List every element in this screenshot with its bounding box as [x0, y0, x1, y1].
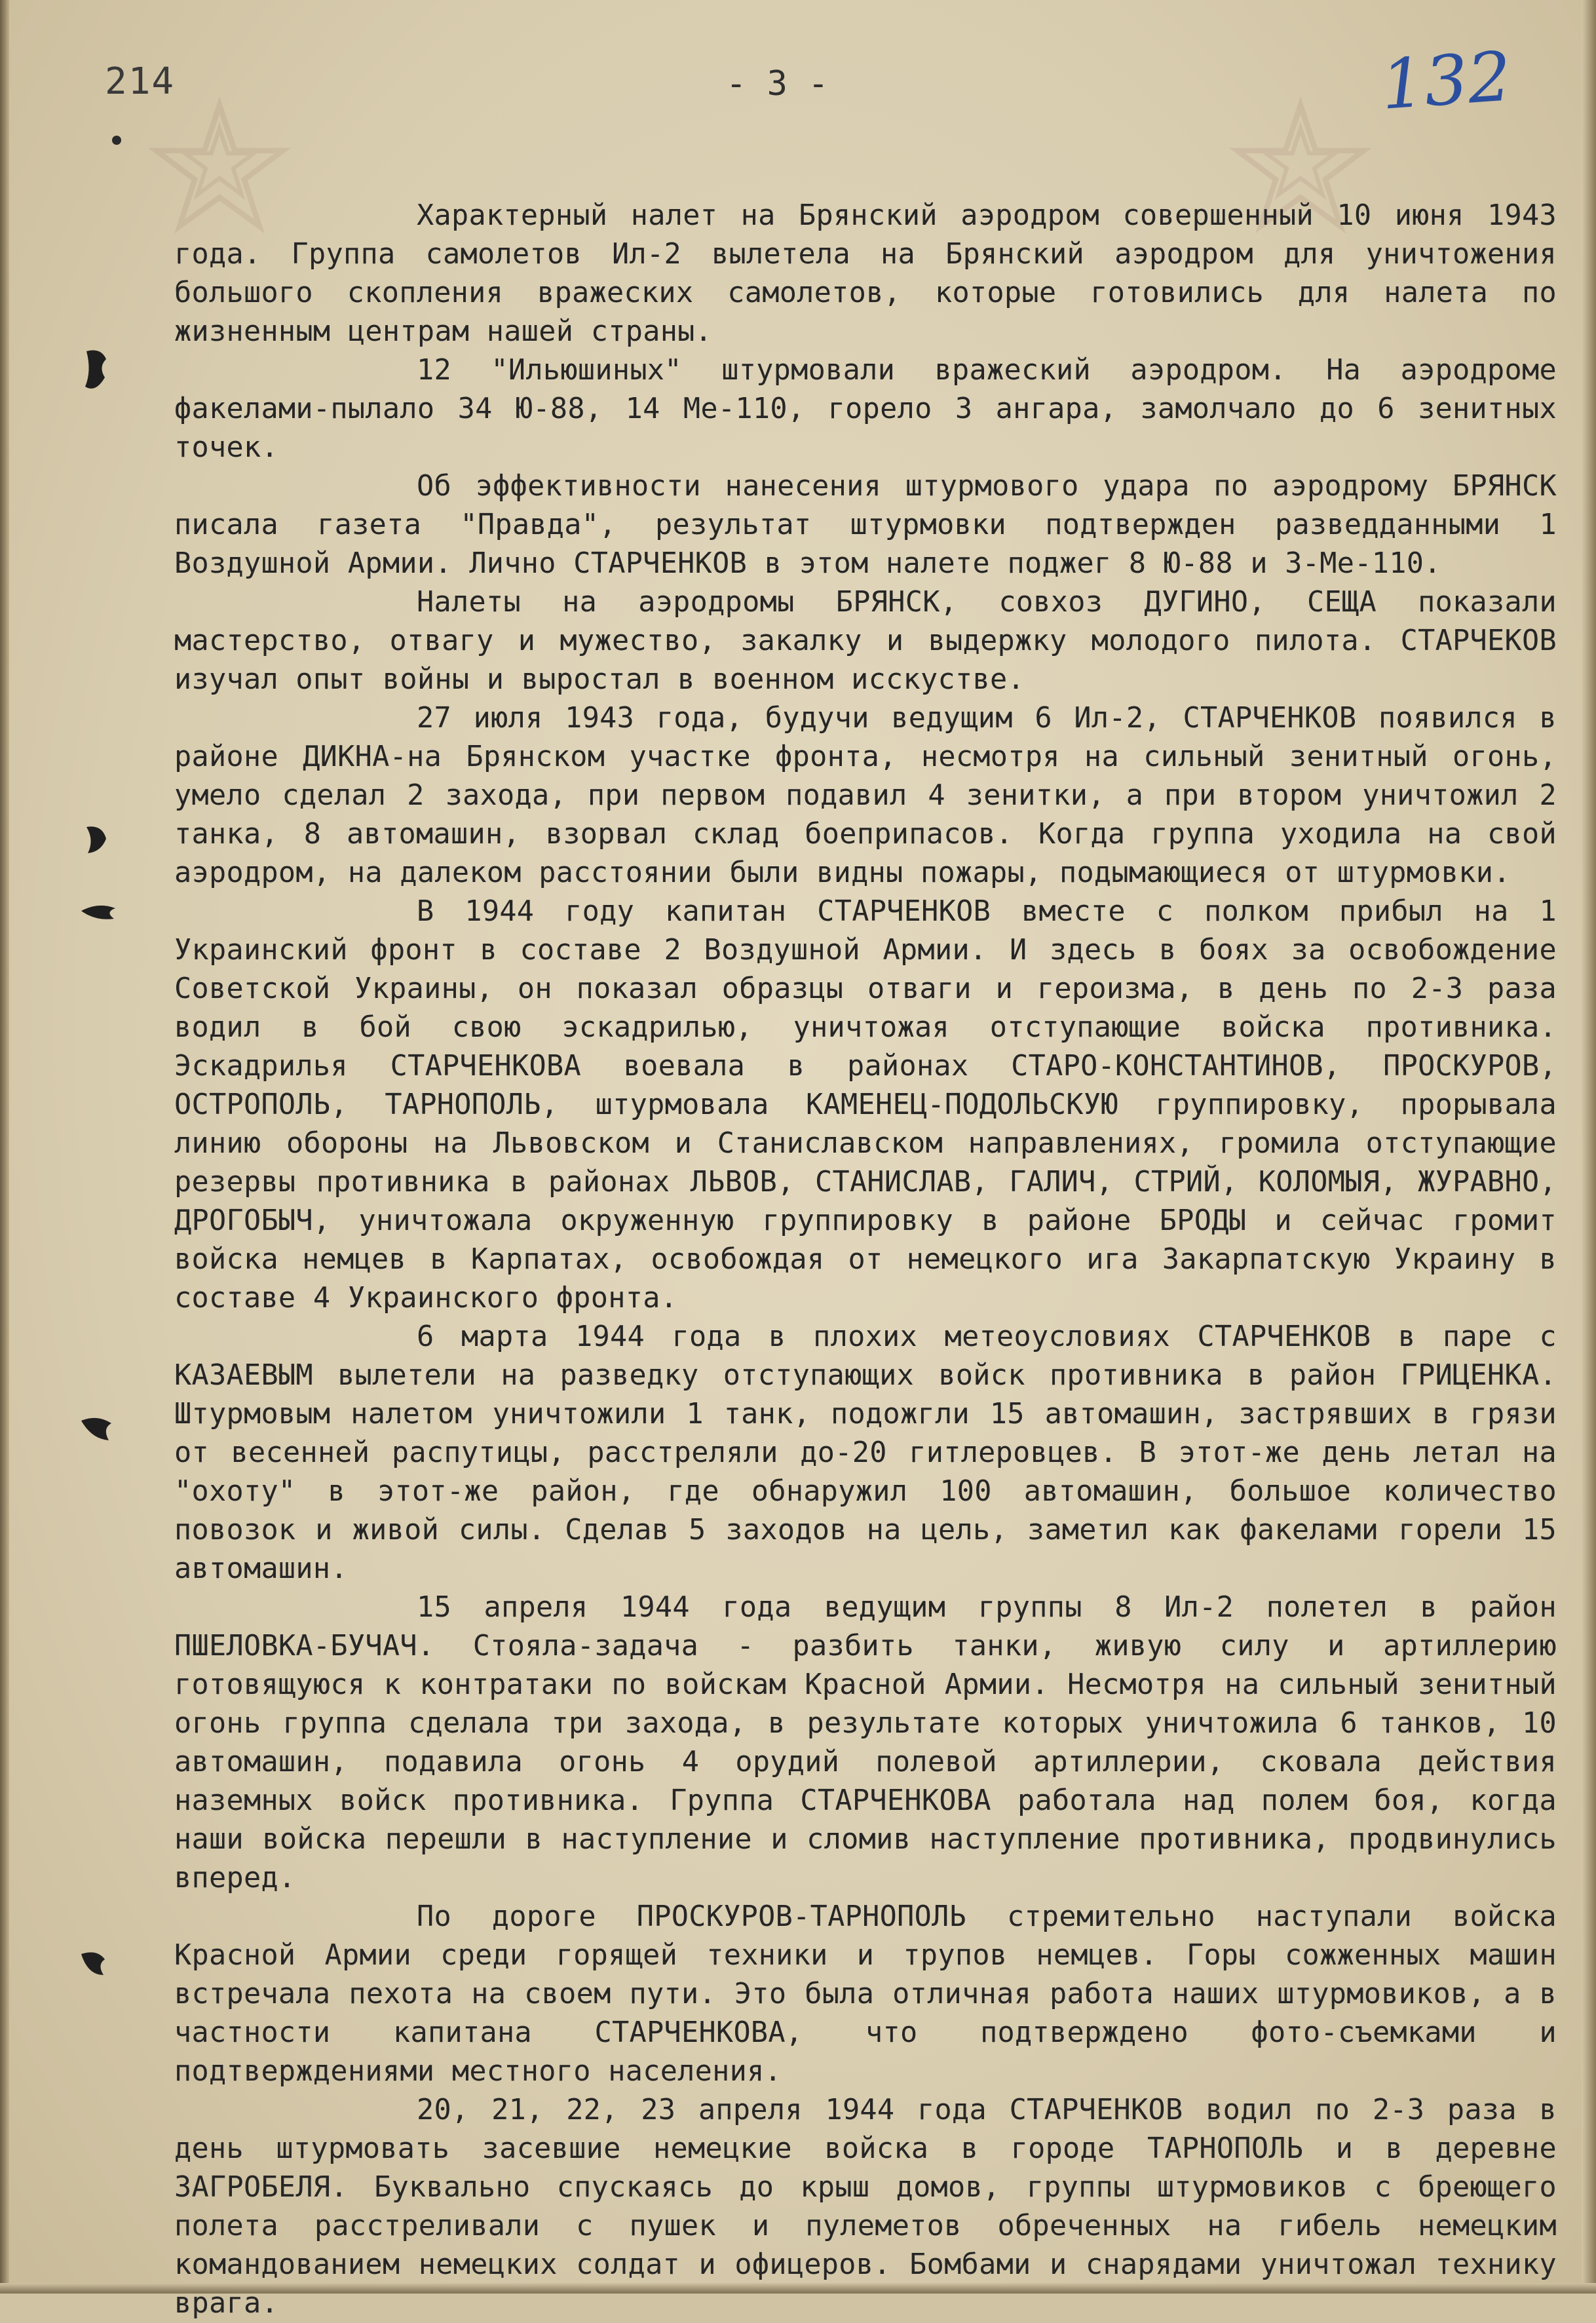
document-body [174, 197, 1557, 2323]
paragraph: 20, 21, 22, 23 апреля 1944 года СТАРЧЕНКОВ водил по 2-3 раза в день штурмовать засевшие немецкие войска в городе ТАРНОПОЛЬ и в деревне ЗАГРОБЕЛЯ. Буквально спускаясь до крыш домов, группы штурмовиков с бреющего полета расстреливали с пушек и пулеметов обреченных на гибель немецким командованием немецких солдат и офицеров. Бомбами и снарядами уничтожал технику врага. [174, 2094, 1557, 2320]
binding-hole-icon [81, 347, 110, 394]
page-number: - 3 - [726, 64, 829, 104]
paragraph: Налеты на аэродромы БРЯНСК, совхоз ДУГИНО, СЕЩА показали мастерство, отвагу и мужество, закалку и выдержку молодого пилота. СТАРЧЕКОВ изучал опыт войны и выростал в военном исскустве. [174, 586, 1557, 696]
paragraph: Об эффективности нанесения штурмового удара по аэродрому БРЯНСК писала газета "Правда", результат штурмовки подтвержден разведданными 1 Воздушной Армии. Лично СТАРЧЕНКОВ в этом налете поджег 8 Ю-88 и 3-Ме-110. [174, 470, 1557, 580]
page-edge-right [1582, 0, 1596, 2294]
binding-hole-icon [77, 1949, 109, 1978]
paragraph: 12 "Ильюшиных" штурмовали вражеский аэродром. На аэродроме факелами-пылало 34 Ю-88, 14 Ме-110, горело 3 ангара, замолчало до 6 зенитных точек. [174, 354, 1557, 464]
paragraph: 15 апреля 1944 года ведущим группы 8 Ил-2 полетел в район ПШЕЛОВКА-БУЧАЧ. Стояла-задача - разбить танки, живую силу и артиллерию готовящуюся к контратаки по войскам Красной Армии. Несмотря на сильный зенитный огонь группа сделала три захода, в результате которых уничтожила 6 танков, 10 автомашин, подавила огонь 4 орудий полевой артиллерии, сковала действия наземных войск противника. Группа СТАРЧЕНКОВА работала над полем боя, когда наши войска перешли в наступление и сломив наступление противника, продвинулись вперед. [174, 1591, 1557, 1894]
paragraph: По дороге ПРОСКУРОВ-ТАРНОПОЛЬ стремительно наступали войска Красной Армии среди горящей техники и трупов немцев. Горы сожженных машин встречала пехота на своем пути. Это была отличная работа наших штурмовиков, а в частности капитана СТАРЧЕНКОВА, что подтверждено фото-съемками и подтверждениями местного населения. [174, 1900, 1557, 2088]
paragraph: 6 марта 1944 года в плохих метеоусловиях СТАРЧЕНКОВ в паре с КАЗАЕВЫМ вылетели на разведку отступающих войск противника в район ГРИЦЕНКА. Штурмовым налетом уничтожили 1 танк, подожгли 15 автомашин, застрявших в грязи от весенней распутицы, расстреляли до-20 гитлеровцев. В этот-же день летал на "охоту" в этот-же район, где обнаружил 100 автомашин, большое количество повозок и живой силы. Сделав 5 заходов на цель, заметил как факелами горели 15 автомашин. [174, 1320, 1557, 1585]
paragraph: Характерный налет на Брянский аэродром совершенный 10 июня 1943 года. Группа самолетов Ил-2 вылетела на Брянский аэродром для уничтожения большого скопления вражеских самолетов, которые готовились для налета по жизненным центрам нашей страны. [174, 199, 1557, 348]
page-edge-left [0, 0, 9, 2294]
paragraph: 27 июля 1943 года, будучи ведущим 6 Ил-2, СТАРЧЕНКОВ появился в районе ДИКНА-на Брянском участке фронта, несмотря на сильный зенитный огонь, умело сделал 2 захода, при первом подавил 4 зенитки, а при втором уничтожил 2 танка, 8 автомашин, взорвал склад боеприпасов. Когда группа уходила на свой аэродром, на далеком расстоянии были видны пожары, подымающиеся от штурмовки. [174, 702, 1557, 889]
archive-page-number: 214 [105, 60, 176, 103]
handwritten-folio-number: 132 [1378, 36, 1514, 125]
ink-dot-icon [110, 134, 123, 147]
paragraph: В 1944 году капитан СТАРЧЕНКОВ вместе с полком прибыл на 1 Украинский фронт в составе 2 Воздушной Армии. И здесь в боях за освобождение Советской Украины, он показал образцы отваги и героизма, в день по 2-3 раза водил в бой свою эскадрилью, уничтожая отступающие войска противника. Эскадрилья СТАРЧЕНКОВА воевала в районах СТАРО-КОНСТАНТИНОВ, ПРОСКУРОВ, ОСТРОПОЛЬ, ТАРНОПОЛЬ, штурмовала КАМЕНЕЦ-ПОДОЛЬСКУЮ группировку, прорывала линию обороны на Львовском и Станиславском направлениях, громила отступающие резервы противника в районах ЛЬВОВ, СТАНИСЛАВ, ГАЛИЧ, СТРИЙ, КОЛОМЫЯ, ЖУРАВНО, ДРОГОБЫЧ, уничтожала окруженную группировку в районе БРОДЫ и сейчас громит войска немцев в Карпатах, освобождая от немецкого ига Закарпатскую Украину в составе 4 Украинского фронта. [174, 895, 1557, 1315]
binding-hole-icon [79, 1414, 115, 1443]
binding-hole-icon [83, 823, 109, 856]
binding-hole-icon [79, 902, 118, 921]
